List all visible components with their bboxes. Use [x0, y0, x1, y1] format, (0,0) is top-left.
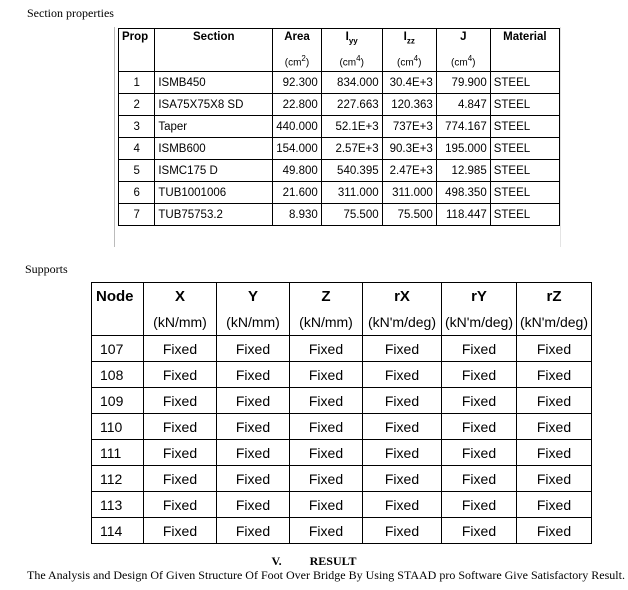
iyy-cell: 311.000: [321, 182, 382, 204]
unit-material: [490, 52, 559, 72]
iyy-cell: 834.000: [321, 72, 382, 94]
result-heading: [0, 554, 628, 569]
x-cell: Fixed: [144, 414, 217, 440]
unit-j: $(cm^4)$: [436, 52, 490, 72]
material-cell: STEEL: [490, 182, 559, 204]
y-cell: Fixed: [217, 466, 290, 492]
ry-cell: Fixed: [442, 518, 517, 544]
rx-cell: Fixed: [363, 362, 442, 388]
ry-cell: Fixed: [442, 492, 517, 518]
result-paragraph: The Analysis and Design Of Given Structure Of Foot Over Bridge By Using STAAD pro Software Give Satisfactory Result.: [27, 568, 625, 582]
z-cell: Fixed: [290, 518, 363, 544]
iyy-cell: 227.663: [321, 94, 382, 116]
header-rx: rX: [363, 283, 442, 310]
table-row: [119, 204, 560, 226]
result-section-number: V.: [271, 554, 282, 568]
y-cell: Fixed: [217, 414, 290, 440]
header-section: Section: [155, 29, 273, 53]
x-cell: Fixed: [144, 388, 217, 414]
table-row: [119, 94, 560, 116]
z-cell: Fixed: [290, 414, 363, 440]
z-cell: Fixed: [290, 492, 363, 518]
unit-z: (kN/mm): [290, 309, 363, 336]
rx-cell: Fixed: [363, 336, 442, 362]
section-cell: ISMB600: [155, 138, 273, 160]
x-cell: Fixed: [144, 492, 217, 518]
izz-cell: 75.500: [382, 204, 436, 226]
j-cell: 774.167: [436, 116, 490, 138]
y-cell: Fixed: [217, 440, 290, 466]
rx-cell: Fixed: [363, 440, 442, 466]
prop-cell: 7: [119, 204, 155, 226]
node-cell: 109: [92, 388, 144, 414]
table-row: [119, 72, 560, 94]
header-iyy: $I_{yy}$: [321, 29, 382, 53]
header-x: X: [144, 283, 217, 310]
y-cell: Fixed: [217, 492, 290, 518]
header-ry: rY: [442, 283, 517, 310]
prop-cell: 4: [119, 138, 155, 160]
izz-cell: 2.47E+3: [382, 160, 436, 182]
table-row: [119, 138, 560, 160]
iyy-cell: 75.500: [321, 204, 382, 226]
material-cell: STEEL: [490, 138, 559, 160]
area-cell: 8.930: [273, 204, 322, 226]
prop-cell: 5: [119, 160, 155, 182]
unit-area: $(cm^2)$: [273, 52, 322, 72]
rx-cell: Fixed: [363, 492, 442, 518]
section-properties-caption: Section properties: [27, 6, 114, 20]
rz-cell: Fixed: [517, 492, 592, 518]
supports-caption: Supports: [25, 262, 68, 276]
table-row: [119, 182, 560, 204]
node-cell: 114: [92, 518, 144, 544]
material-cell: STEEL: [490, 94, 559, 116]
section-cell: ISMB450: [155, 72, 273, 94]
section-cell: Taper: [155, 116, 273, 138]
iyy-cell: 540.395: [321, 160, 382, 182]
izz-cell: 311.000: [382, 182, 436, 204]
table-row: [92, 466, 592, 492]
area-cell: 49.800: [273, 160, 322, 182]
rx-cell: Fixed: [363, 388, 442, 414]
table-row: [92, 362, 592, 388]
result-heading-text: RESULT: [309, 554, 357, 568]
rx-cell: Fixed: [363, 414, 442, 440]
table-row: [119, 160, 560, 182]
area-cell: 440.000: [273, 116, 322, 138]
unit-iyy: $(cm^4)$: [321, 52, 382, 72]
header-area: Area: [273, 29, 322, 53]
section-cell: ISMC175 D: [155, 160, 273, 182]
rz-cell: Fixed: [517, 440, 592, 466]
prop-cell: 3: [119, 116, 155, 138]
material-cell: STEEL: [490, 116, 559, 138]
x-cell: Fixed: [144, 440, 217, 466]
unit-ry: (kN'm/deg): [442, 309, 517, 336]
table-row: [119, 116, 560, 138]
z-cell: Fixed: [290, 466, 363, 492]
y-cell: Fixed: [217, 362, 290, 388]
iyy-cell: 2.57E+3: [321, 138, 382, 160]
area-cell: 92.300: [273, 72, 322, 94]
header-y: Y: [217, 283, 290, 310]
table-row: [92, 414, 592, 440]
rz-cell: Fixed: [517, 518, 592, 544]
y-cell: Fixed: [217, 518, 290, 544]
z-cell: Fixed: [290, 440, 363, 466]
node-cell: 112: [92, 466, 144, 492]
izz-cell: 30.4E+3: [382, 72, 436, 94]
z-cell: Fixed: [290, 362, 363, 388]
izz-cell: 737E+3: [382, 116, 436, 138]
prop-cell: 6: [119, 182, 155, 204]
rx-cell: Fixed: [363, 466, 442, 492]
area-cell: 21.600: [273, 182, 322, 204]
x-cell: Fixed: [144, 362, 217, 388]
y-cell: Fixed: [217, 336, 290, 362]
izz-cell: 90.3E+3: [382, 138, 436, 160]
rx-cell: Fixed: [363, 518, 442, 544]
table-row: [92, 336, 592, 362]
unit-rx: (kN'm/deg): [363, 309, 442, 336]
material-cell: STEEL: [490, 204, 559, 226]
material-cell: STEEL: [490, 160, 559, 182]
j-cell: 12.985: [436, 160, 490, 182]
node-cell: 107: [92, 336, 144, 362]
y-cell: Fixed: [217, 388, 290, 414]
header-node: Node: [92, 283, 144, 310]
node-cell: 110: [92, 414, 144, 440]
x-cell: Fixed: [144, 518, 217, 544]
section-cell: TUB1001006: [155, 182, 273, 204]
header-rz: rZ: [517, 283, 592, 310]
table-row: [92, 518, 592, 544]
section-properties-table: [118, 28, 560, 226]
node-cell: 111: [92, 440, 144, 466]
iyy-cell: 52.1E+3: [321, 116, 382, 138]
header-prop: Prop: [119, 29, 155, 53]
header-izz: $I_{zz}$: [382, 29, 436, 53]
area-cell: 22.800: [273, 94, 322, 116]
ry-cell: Fixed: [442, 336, 517, 362]
header-material: Material: [490, 29, 559, 53]
prop-cell: 1: [119, 72, 155, 94]
ry-cell: Fixed: [442, 388, 517, 414]
node-cell: 113: [92, 492, 144, 518]
material-cell: STEEL: [490, 72, 559, 94]
rz-cell: Fixed: [517, 336, 592, 362]
supports-table: [91, 282, 592, 544]
area-cell: 154.000: [273, 138, 322, 160]
rz-cell: Fixed: [517, 466, 592, 492]
unit-prop: [119, 52, 155, 72]
rz-cell: Fixed: [517, 362, 592, 388]
unit-node: [92, 309, 144, 336]
izz-cell: 120.363: [382, 94, 436, 116]
node-cell: 108: [92, 362, 144, 388]
x-cell: Fixed: [144, 336, 217, 362]
rz-cell: Fixed: [517, 414, 592, 440]
z-cell: Fixed: [290, 388, 363, 414]
rz-cell: Fixed: [517, 388, 592, 414]
ry-cell: Fixed: [442, 362, 517, 388]
unit-rz: (kN'm/deg): [517, 309, 592, 336]
prop-cell: 2: [119, 94, 155, 116]
ry-cell: Fixed: [442, 440, 517, 466]
j-cell: 118.447: [436, 204, 490, 226]
j-cell: 4.847: [436, 94, 490, 116]
unit-y: (kN/mm): [217, 309, 290, 336]
ry-cell: Fixed: [442, 466, 517, 492]
table-row: [92, 492, 592, 518]
ry-cell: Fixed: [442, 414, 517, 440]
section-cell: ISA75X75X8 SD: [155, 94, 273, 116]
section-properties-panel: [114, 27, 561, 247]
table-row: [92, 388, 592, 414]
z-cell: Fixed: [290, 336, 363, 362]
x-cell: Fixed: [144, 466, 217, 492]
section-cell: TUB75753.2: [155, 204, 273, 226]
table-row: [92, 440, 592, 466]
j-cell: 79.900: [436, 72, 490, 94]
header-z: Z: [290, 283, 363, 310]
header-j: J: [436, 29, 490, 53]
unit-section: [155, 52, 273, 72]
unit-izz: $(cm^4)$: [382, 52, 436, 72]
j-cell: 498.350: [436, 182, 490, 204]
j-cell: 195.000: [436, 138, 490, 160]
unit-x: (kN/mm): [144, 309, 217, 336]
